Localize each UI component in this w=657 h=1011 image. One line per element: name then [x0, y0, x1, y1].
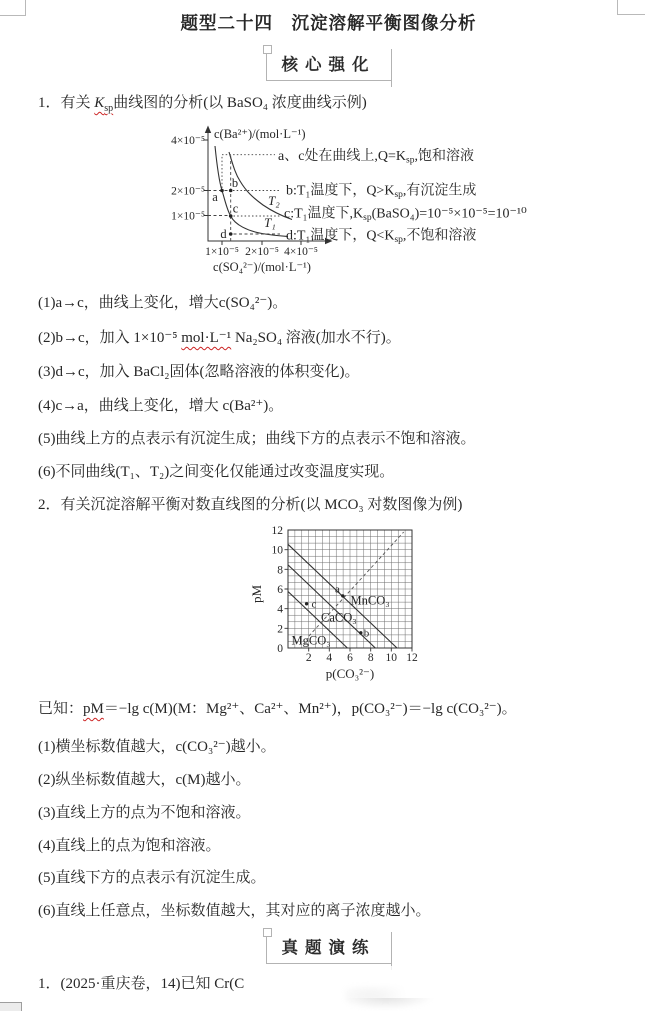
heading-log-line-analysis: 2．有关沉淀溶解平衡对数直线图的分析(以 MCO₃ 对数图像为例) [38, 497, 463, 513]
x-tick-marks [309, 648, 412, 652]
point-a-label: a [335, 583, 340, 596]
x-tick-2e-5: 2×10⁻⁵ [245, 246, 279, 258]
known-definitions [38, 697, 517, 718]
section-header-core-label: 核心强化 [281, 56, 376, 74]
point-a-label: a [212, 190, 218, 204]
page-edge-mark-bottom-left [0, 1002, 22, 1011]
ksp-sub: sp [104, 103, 114, 114]
point-d-label: d [220, 227, 227, 241]
point-b [359, 631, 362, 634]
y-axis-arrow [205, 126, 211, 134]
header-corner-square [263, 928, 272, 937]
point-b-label: b [363, 627, 370, 640]
heading-ksp-post: 曲线图的分析(以 BaSO₄ 浓度曲线示例) [113, 95, 367, 111]
known-post: ＝−lg c(M)(M：Mg²⁺、Ca²⁺、Mn²⁺)，p(CO₃²⁻)＝−lg c(CO₃²⁻)。 [103, 701, 517, 717]
known-pre: 已知： [38, 701, 84, 717]
point-b-label: b [231, 176, 239, 190]
x-tick-1e-5: 1×10⁻⁵ [205, 246, 239, 258]
y-tick-4: 4 [277, 603, 283, 616]
point-d [229, 232, 233, 236]
curve-t1-label: T₁ [264, 215, 276, 230]
y-tick-12: 12 [271, 525, 283, 537]
label-mnco3: MnCO₃ [350, 593, 390, 608]
note-2 [38, 326, 401, 347]
known-wavy-pm: pM [83, 701, 104, 717]
y-tick-8: 8 [277, 564, 283, 577]
x-tick-12: 12 [406, 652, 418, 664]
x-tick-10: 10 [385, 652, 398, 664]
text-fade-out [330, 966, 470, 998]
section-header-exam [266, 932, 392, 964]
y-tick-0: 0 [277, 643, 283, 655]
log-note-3: (3)直线上方的点为不饱和溶液。 [38, 805, 251, 821]
log-note-4: (4)直线上的点为饱和溶液。 [38, 838, 221, 854]
ksp-k: K [94, 95, 105, 111]
x-tick-4e-5: 4×10⁻⁵ [284, 246, 318, 258]
label-mgco3: MgCO₃ [291, 633, 331, 648]
note-4: (4)c→a，曲线上变化，增大 c(Ba²⁺)。 [38, 398, 284, 414]
exam-question-1: 1．(2025·重庆卷，14)已知 Cr(C [38, 976, 245, 992]
curve-t2-label: T₂ [268, 193, 280, 208]
x-axis-label: p(CO₃²⁻) [325, 666, 375, 681]
section-header-exam-label: 真题演练 [281, 939, 376, 957]
point-a [220, 189, 224, 193]
label-caco3: CaCO₃ [321, 610, 357, 625]
y-tick-6: 6 [277, 584, 283, 596]
x-tick-8: 8 [367, 652, 374, 664]
y-tick-marks [285, 550, 289, 629]
x-axis-label: c(SO₄²⁻)/(mol·L⁻¹) [213, 260, 311, 274]
note-1: (1)a→c，曲线上变化，增大c(SO₄²⁻)。 [38, 295, 288, 311]
point-c-label: c [311, 598, 317, 611]
annotation-d: d:T₁温度下，Q<Ksp,不饱和溶液 [286, 228, 477, 245]
point-a [341, 594, 344, 597]
grid-lines [288, 530, 412, 648]
y-axis-label: c(Ba²⁺)/(mol·L⁻¹) [214, 127, 306, 141]
annotation-a-c: a、c处在曲线上,Q=Ksp,饱和溶液 [278, 149, 474, 166]
point-c [305, 602, 308, 605]
annotation-c: c:T₁温度下,Ksp(BaSO₄)=10⁻⁵×10⁻⁵=10⁻¹⁰ [284, 206, 527, 223]
y-tick-2e-5: 2×10⁻⁵ [171, 185, 205, 198]
log-note-6: (6)直线上任意点，坐标数值越大，其对应的离子浓度越小。 [38, 903, 431, 919]
ksp-curve-chart [128, 124, 640, 277]
note-2-wavy-unit: mol·L⁻¹ [181, 330, 232, 346]
y-tick-4e-5: 4×10⁻⁵ [171, 135, 205, 147]
x-tick-6: 6 [347, 652, 353, 664]
ksp-term [94, 95, 114, 114]
point-c-label: c [232, 201, 239, 216]
y-axis-label: pM [249, 584, 264, 604]
log-note-2: (2)纵坐标数值越大，c(M)越小。 [38, 772, 251, 788]
page-title: 题型二十四 沉淀溶解平衡图像分析 [180, 13, 477, 33]
header-corner-square [263, 45, 272, 54]
note-5: (5)曲线上方的点表示有沉淀生成；曲线下方的点表示不饱和溶液。 [38, 431, 476, 447]
section-header-core [266, 49, 392, 81]
header-hook-mark [391, 80, 392, 87]
log-note-1: (1)横坐标数值越大，c(CO₃²⁻)越小。 [38, 739, 276, 755]
heading-ksp-pre: 1．有关 [38, 95, 95, 111]
x-tick-2: 2 [305, 652, 312, 664]
log-line-chart [245, 521, 427, 683]
annotation-b: b:T₁温度下，Q>Ksp,有沉淀生成 [286, 183, 477, 200]
x-tick-4: 4 [326, 652, 333, 664]
heading-ksp-analysis [38, 91, 367, 114]
note-3: (3)d→c，加入 BaCl₂固体(忽略溶液的体积变化)。 [38, 364, 360, 380]
note-2-pre: (2)b→c，加入 1×10⁻⁵ [38, 330, 182, 346]
y-tick-10: 10 [271, 544, 283, 557]
log-note-5: (5)直线下方的点表示有沉淀生成。 [38, 870, 266, 886]
y-tick-marks [204, 140, 208, 216]
note-6: (6)不同曲线(T₁、T₂)之间变化仅能通过改变温度实现。 [38, 464, 395, 480]
y-tick-2: 2 [277, 623, 283, 636]
y-tick-1e-5: 1×10⁻⁵ [171, 210, 205, 223]
note-2-post: Na₂SO₄ 溶液(加水不行)。 [231, 330, 401, 346]
